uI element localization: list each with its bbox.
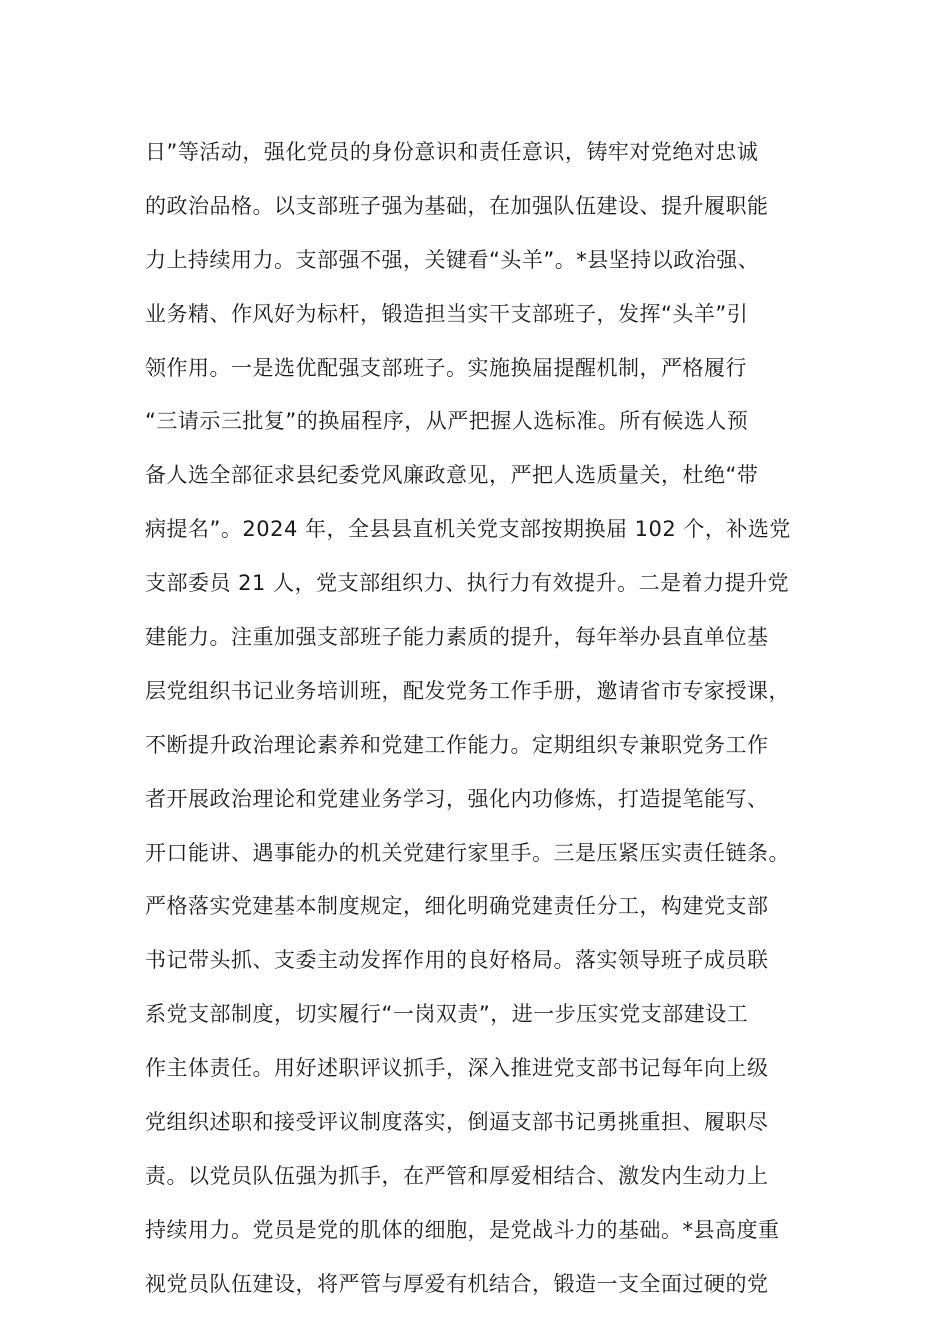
text-line: 持续用力。党员是党的肌体的细胞，是党战斗力的基础。*县高度重 [145, 1217, 780, 1242]
text-line: 开口能讲、遇事能办的机关党建行家里手。三是压紧压实责任链条。 [145, 840, 790, 865]
text-line: 备人选全部征求县纪委党风廉政意见，严把人选质量关，杜绝“带 [145, 463, 759, 488]
text-line: 者开展政治理论和党建业务学习，强化内功修炼，打造提笔能写、 [145, 786, 769, 811]
text-line: 书记带头抓、支委主动发挥作用的良好格局。落实领导班子成员联 [145, 948, 769, 973]
text-line: 系党支部制度，切实履行“一岗双责”，进一步压实党支部建设工 [145, 1002, 749, 1027]
text-line: 支部委员 21 人，党支部组织力、执行力有效提升。二是着力提升党 [145, 571, 790, 596]
text-line: 力上持续用力。支部强不强，关键看“头羊”。*县坚持以政治强、 [145, 247, 760, 272]
text-line: 日”等活动，强化党员的身份意识和责任意识，铸牢对党绝对忠诚 [145, 140, 759, 164]
text-line: 的政治品格。以支部班子强为基础，在加强队伍建设、提升履职能 [145, 193, 769, 218]
text-line: “三请示三批复”的换届程序，从严把握人选标准。所有候选人预 [145, 409, 749, 434]
text-line: 层党组织书记业务培训班，配发党务工作手册，邀请省市专家授课， [145, 678, 790, 703]
text-line: 作主体责任。用好述职评议抓手，深入推进党支部书记每年向上级 [145, 1056, 769, 1081]
text-line: 病提名”。2024 年，全县县直机关党支部按期换届 102 个，补选党 [145, 517, 791, 542]
text-line: 党组织述职和接受评议制度落实，倒逼支部书记勇挑重担、履职尽 [145, 1110, 769, 1135]
text-line: 不断提升政治理论素养和党建工作能力。定期组织专兼职党务工作 [145, 732, 769, 757]
text-line: 领作用。一是选优配强支部班子。实施换届提醒机制，严格履行 [145, 355, 747, 380]
text-line: 责。以党员队伍强为抓手，在严管和厚爱相结合、激发内生动力上 [145, 1163, 769, 1188]
text-line: 业务精、作风好为标杆，锻造担当实干支部班子，发挥“头羊”引 [145, 301, 749, 326]
body-text [145, 126, 835, 1312]
text-line: 建能力。注重加强支部班子能力素质的提升，每年举办县直单位基 [145, 625, 769, 650]
text-line: 严格落实党建基本制度规定，细化明确党建责任分工，构建党支部 [145, 894, 769, 919]
text-line: 视党员队伍建设，将严管与厚爱有机结合，锻造一支全面过硬的党 [145, 1271, 769, 1296]
